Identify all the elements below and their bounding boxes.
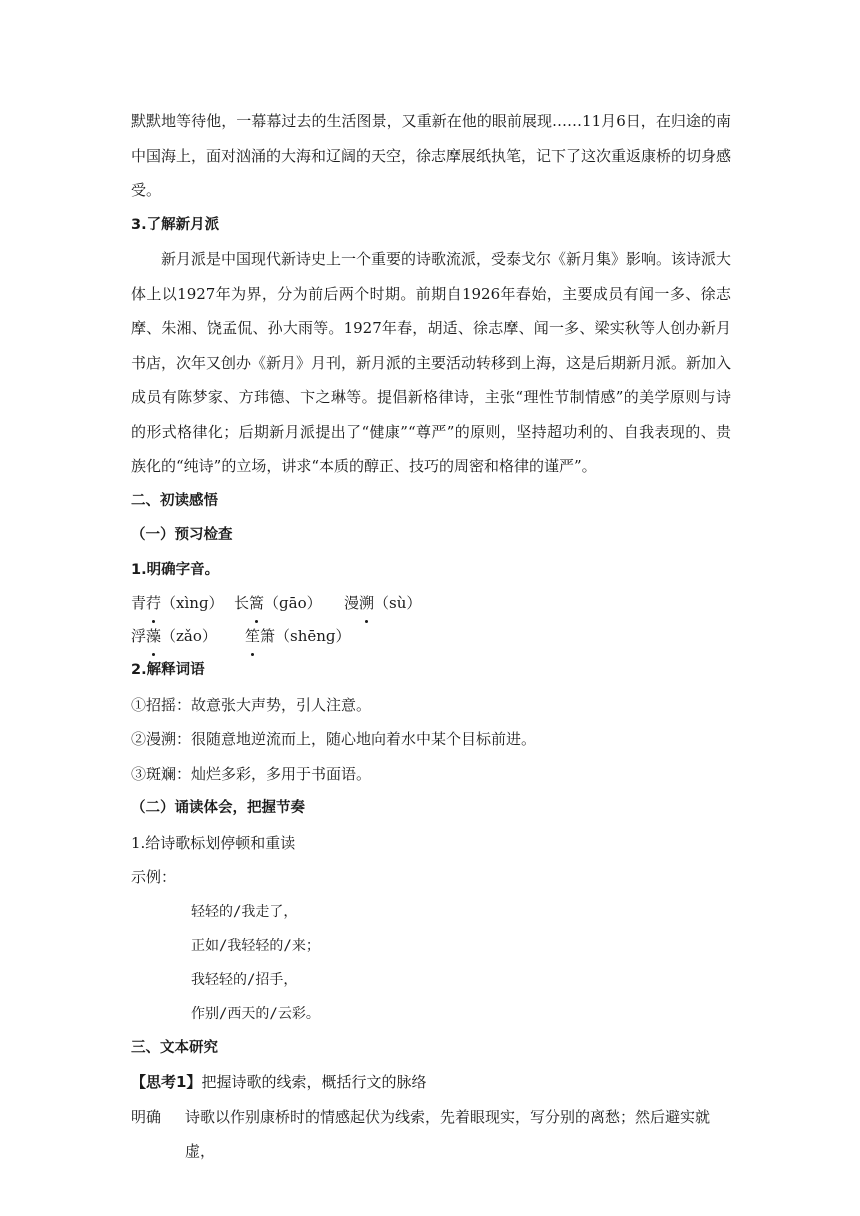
think-text: 把握诗歌的线索，概括行文的脉络 bbox=[201, 1073, 427, 1091]
poem-line: 正如/我轻轻的/来； bbox=[191, 937, 320, 954]
pronunciation-heading: 1.明确字音。 bbox=[131, 561, 220, 578]
think-question bbox=[131, 1065, 731, 1100]
pinyin-item: 漫溯（sù） bbox=[344, 587, 421, 620]
think-bracket: 【思考1】 bbox=[131, 1073, 202, 1091]
pinyin-item: 笙箫（shēnɡ） bbox=[245, 620, 351, 653]
pinyin-item: 青荇（xìnɡ） bbox=[131, 587, 234, 620]
example-label: 示例： bbox=[131, 868, 177, 886]
definition-item: ③斑斓：灿烂多彩，多用于书面语。 bbox=[131, 764, 372, 783]
definition-item: ①招摇：故意张大声势，引人注意。 bbox=[131, 695, 372, 714]
answer-row bbox=[131, 1100, 731, 1169]
part3-heading: 三、文本研究 bbox=[131, 1039, 218, 1056]
answer-text: 诗歌以作别康桥时的情感起伏为线索，先着眼现实，写分别的离愁；然后避实就虚， bbox=[185, 1107, 711, 1160]
poem-line: 我轻轻的/招手， bbox=[191, 971, 298, 988]
vocabulary-heading: 2.解释词语 bbox=[131, 662, 205, 678]
part2-heading: 二、初读感悟 bbox=[131, 492, 218, 509]
pinyin-item: 浮藻（zǎo） bbox=[131, 620, 245, 653]
recitation-heading: （二）诵读体会，把握节奏 bbox=[131, 800, 305, 816]
pinyin-row-1 bbox=[131, 587, 731, 620]
rhythm-instruction: 1.给诗歌标划停顿和重读 bbox=[131, 833, 296, 852]
poem-line: 轻轻的/我走了， bbox=[191, 903, 298, 920]
section-heading-xinyue: 3.了解新月派 bbox=[131, 216, 220, 233]
xinyue-paragraph: 新月派是中国现代新诗史上一个重要的诗歌流派，受泰戈尔《新月集》影响。该诗派大体上以1927年为界，分为前后两个时期。前期自1926年春始，主要成员有闻一多、徐志摩、朱湘、饶孟侃、孙大雨等。1927年春，胡适、徐志摩、闻一多、梁实秋等人创办新月书店，次年又创办《新月》月刊，新月派的主要活动转移到上海，这是后期新月派。新加入成员有陈梦家、方玮德、卞之琳等。提倡新格律诗，主张“理性节制情感”的美学原则与诗的形式格律化；后期新月派提出了“健康”“尊严”的原则，坚持超功利的、自我表现的、贵族化的“纯诗”的立场，讲求“本质的醇正、技巧的周密和格律的谨严”。 bbox=[131, 250, 732, 475]
answer-label: 明确 bbox=[131, 1107, 162, 1126]
pinyin-item: 长篙（ɡāo） bbox=[234, 587, 344, 620]
definition-item: ②漫溯：很随意地逆流而上，随心地向着水中某个目标前进。 bbox=[131, 730, 537, 748]
intro-paragraph: 默默地等待他，一幕幕过去的生活图景，又重新在他的眼前展现……11月6日，在归途的南中国海上，面对汹涌的大海和辽阔的天空，徐志摩展纸执笔，记下了这次重返康桥的切身感受。 bbox=[131, 112, 732, 199]
pinyin-row-2 bbox=[131, 620, 731, 653]
poem-line: 作别/西天的/云彩。 bbox=[191, 1005, 320, 1022]
preview-check-heading: （一）预习检查 bbox=[131, 527, 233, 543]
document-page bbox=[131, 104, 731, 1169]
